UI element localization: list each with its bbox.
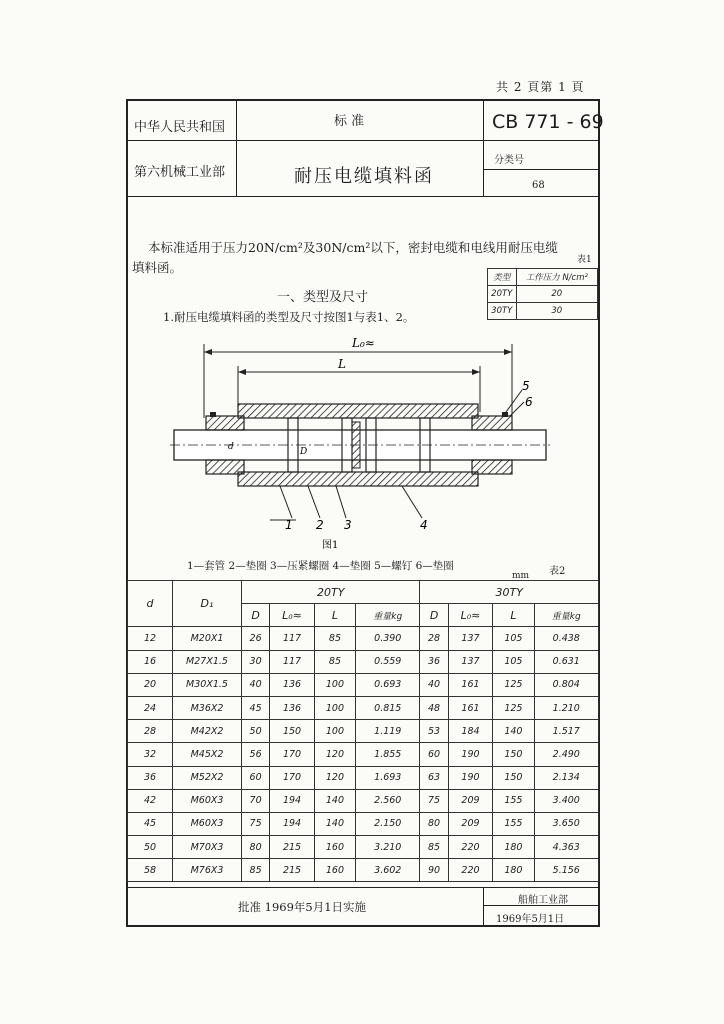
table-cell: 56 (242, 743, 270, 766)
table-cell: 42 (128, 789, 173, 812)
callout-2: 2 (316, 518, 324, 532)
table-row: 30TY 30 (488, 303, 598, 320)
table-cell: 80 (242, 836, 270, 859)
pressure-table-note: 表1 (577, 255, 592, 265)
table-cell: 24 (128, 696, 173, 719)
table-cell: 0.559 (356, 650, 420, 673)
figure-legend: 1—套管 2—垫圈 3—压紧螺圈 4—垫圈 5—螺钉 6—垫圈 (187, 560, 454, 572)
table-cell: 2.150 (356, 812, 420, 835)
table-cell: 3.602 (356, 859, 420, 882)
table-cell: 50 (128, 836, 173, 859)
table-cell: 150 (493, 743, 534, 766)
table-cell: 58 (128, 859, 173, 882)
section-heading: 一、类型及尺寸 (277, 290, 369, 305)
callout-5: 5 (522, 379, 530, 393)
table-cell: 70 (242, 789, 270, 812)
table-cell: 75 (242, 812, 270, 835)
nut-right-bottom (472, 460, 512, 474)
dim-l0: L₀≈ (352, 336, 375, 350)
nut-left-top (206, 416, 244, 430)
table-cell: 170 (270, 743, 315, 766)
table-cell: 85 (314, 627, 355, 650)
standard-kind: 标 准 (334, 114, 365, 129)
col-d1: D₁ (173, 581, 242, 627)
table-row (128, 673, 599, 696)
table-cell: 160 (314, 859, 355, 882)
pressure-header-type: 类型 (488, 269, 517, 286)
table-cell: 60 (242, 766, 270, 789)
table-cell: 0.390 (356, 627, 420, 650)
callout-1: 1 (285, 518, 293, 532)
table-cell: 3.210 (356, 836, 420, 859)
table-cell: 220 (448, 836, 493, 859)
nut-right-top (472, 416, 512, 430)
document-title: 耐压电缆填料函 (294, 166, 434, 187)
table-cell: 53 (420, 720, 448, 743)
table-cell: 40 (242, 673, 270, 696)
table-cell: 1.517 (534, 720, 598, 743)
table-cell: 140 (493, 720, 534, 743)
table-cell: 63 (420, 766, 448, 789)
table-cell: 75 (420, 789, 448, 812)
class-divider (483, 169, 599, 170)
table-cell: 28 (128, 720, 173, 743)
org-bottom: 第六机械工业部 (134, 165, 226, 180)
table-row (128, 766, 599, 789)
dim-l: L (338, 357, 346, 371)
table-cell: 1.855 (356, 743, 420, 766)
pressure-table (487, 268, 598, 320)
table-cell: 180 (493, 859, 534, 882)
table-cell: 120 (314, 743, 355, 766)
table-cell: M45X2 (173, 743, 242, 766)
table-cell: 105 (493, 627, 534, 650)
table-cell: 30 (242, 650, 270, 673)
table-row (128, 650, 599, 673)
dimension-table: d D₁ 20TY 30TY D L₀≈ L 重量kg D L₀≈ L 重量kg 12 M20X1 26 117 85 0.390 28 137 105 0.438 16 M27X1.5 30 117 85 0.559 36 137 105 0.631 20 M30X1.5 40 136 100 0.693 40 161 125 0.804 24 M36X2 45 136 100 0.815 48 161 125 1.210 28 M42X2 50 150 100 1.119 53 184 140 1.517 32 M45X2 56 170 120 1.855 60 190 150 2.490 36 M52X2 60 170 120 1.693 63 190 150 2.134 42 M60X3 70 194 140 2.560 75 209 155 3.400 45 M60X3 75 194 140 2.150 80 209 155 3.650 50 M70X3 80 215 160 3.210 85 220 180 4.363 58 M76X3 85 215 160 3.602 90 220 180 5.156 (127, 580, 599, 882)
page-info: 共 2 頁第 1 頁 (496, 80, 585, 94)
table-cell: 40 (420, 673, 448, 696)
table-cell: 137 (448, 627, 493, 650)
table-row (128, 627, 599, 650)
table-cell: 190 (448, 766, 493, 789)
table-row (128, 859, 599, 882)
table-cell: M76X3 (173, 859, 242, 882)
table-cell: 100 (314, 696, 355, 719)
table-row: 20TY 20 (488, 286, 598, 303)
table-cell: 32 (128, 743, 173, 766)
figure-caption: 图1 (322, 540, 339, 551)
table-cell: M60X3 (173, 789, 242, 812)
group-20ty: 20TY (242, 581, 420, 604)
table-cell: M70X3 (173, 836, 242, 859)
table-cell: 85 (314, 650, 355, 673)
table-cell: 36 (128, 766, 173, 789)
label-d1: d (228, 442, 234, 452)
sleeve-top (238, 404, 478, 418)
org-top: 中华人民共和国 (134, 120, 226, 135)
table-cell: M20X1 (173, 627, 242, 650)
table-cell: 100 (314, 673, 355, 696)
callout-3: 3 (344, 518, 352, 532)
table-cell: 0.693 (356, 673, 420, 696)
table-cell: 85 (420, 836, 448, 859)
table-cell: 0.438 (534, 627, 598, 650)
table-cell: 136 (270, 673, 315, 696)
table-cell: 194 (270, 812, 315, 835)
approval-text: 批准 1969年5月1日实施 (238, 900, 367, 914)
table-row (128, 836, 599, 859)
table-cell: 136 (270, 696, 315, 719)
table-cell: 1.119 (356, 720, 420, 743)
number-divider (483, 100, 484, 196)
table-cell: 4.363 (534, 836, 598, 859)
table-cell: 117 (270, 627, 315, 650)
table-cell: 2.560 (356, 789, 420, 812)
table-cell: 105 (493, 650, 534, 673)
sleeve-bottom (238, 472, 478, 486)
table-cell: 220 (448, 859, 493, 882)
unit-label: mm (512, 571, 530, 581)
table-cell: 80 (420, 812, 448, 835)
table-cell: 161 (448, 673, 493, 696)
intro-line-2: 填料函。 (132, 260, 183, 275)
pressure-header-value: 工作压力 N/cm² (516, 269, 597, 286)
section-subheading: 1.耐压电缆填料函的类型及尺寸按图1与表1、2。 (163, 310, 415, 324)
table-cell: 48 (420, 696, 448, 719)
table-row (128, 812, 599, 835)
table-cell: 161 (448, 696, 493, 719)
table-row (128, 720, 599, 743)
table-cell: 125 (493, 696, 534, 719)
standard-number: CB 771 - 69 (492, 111, 604, 133)
table-cell: 36 (420, 650, 448, 673)
table-cell: 150 (493, 766, 534, 789)
table-cell: 28 (420, 627, 448, 650)
table-cell: 160 (314, 836, 355, 859)
table-cell: M30X1.5 (173, 673, 242, 696)
table-cell: 100 (314, 720, 355, 743)
table-cell: 5.156 (534, 859, 598, 882)
table-cell: 215 (270, 859, 315, 882)
table-cell: 12 (128, 627, 173, 650)
table-cell: 150 (270, 720, 315, 743)
table-cell: M27X1.5 (173, 650, 242, 673)
table-cell: 209 (448, 789, 493, 812)
table-cell: 194 (270, 789, 315, 812)
callout-6: 6 (525, 395, 533, 409)
header-divider (127, 140, 599, 141)
table-row (128, 743, 599, 766)
table-cell: 1.693 (356, 766, 420, 789)
table-cell: 3.650 (534, 812, 598, 835)
table-cell: 45 (128, 812, 173, 835)
col-d: d (128, 581, 173, 627)
table-cell: 180 (493, 836, 534, 859)
cable-gland-drawing (170, 332, 550, 552)
table-cell: 155 (493, 789, 534, 812)
table-row (128, 696, 599, 719)
table-cell: 155 (493, 812, 534, 835)
table-cell: 0.631 (534, 650, 598, 673)
table-cell: 45 (242, 696, 270, 719)
callout-4: 4 (420, 518, 428, 532)
table-cell: 170 (270, 766, 315, 789)
footer-line (127, 887, 599, 888)
table-cell: 184 (448, 720, 493, 743)
table-cell: 125 (493, 673, 534, 696)
table-cell: 0.804 (534, 673, 598, 696)
table-cell: 85 (242, 859, 270, 882)
classification-label: 分类号 (494, 155, 524, 166)
classification-value: 68 (532, 180, 545, 191)
group-30ty: 30TY (420, 581, 599, 604)
table-row (128, 789, 599, 812)
table-cell: M36X2 (173, 696, 242, 719)
table-cell: 117 (270, 650, 315, 673)
table-cell: 140 (314, 789, 355, 812)
issue-date: 1969年5月1日 (496, 914, 565, 925)
table-cell: 215 (270, 836, 315, 859)
table-cell: 140 (314, 812, 355, 835)
table-cell: M60X3 (173, 812, 242, 835)
table-cell: 137 (448, 650, 493, 673)
table-cell: 90 (420, 859, 448, 882)
table-cell: 2.490 (534, 743, 598, 766)
nut-left-bottom (206, 460, 244, 474)
org-divider (236, 100, 237, 196)
table-cell: 20 (128, 673, 173, 696)
table-cell: M42X2 (173, 720, 242, 743)
issued-by: 船舶工业部 (518, 895, 568, 906)
table-cell: 3.400 (534, 789, 598, 812)
label-d: D (300, 447, 308, 457)
table-cell: 2.134 (534, 766, 598, 789)
table-cell: 50 (242, 720, 270, 743)
table-cell: 0.815 (356, 696, 420, 719)
header-bottom-line (127, 196, 599, 197)
table-cell: 16 (128, 650, 173, 673)
table-cell: 190 (448, 743, 493, 766)
table-cell: 26 (242, 627, 270, 650)
table-note: 表2 (549, 566, 566, 577)
footer-divider (483, 887, 484, 925)
table-cell: 1.210 (534, 696, 598, 719)
table-cell: M52X2 (173, 766, 242, 789)
table-cell: 209 (448, 812, 493, 835)
table-cell: 60 (420, 743, 448, 766)
intro-line-1: 本标准适用于压力20N/cm²及30N/cm²以下，密封电缆和电线用耐压电缆 (148, 240, 558, 255)
table-cell: 120 (314, 766, 355, 789)
